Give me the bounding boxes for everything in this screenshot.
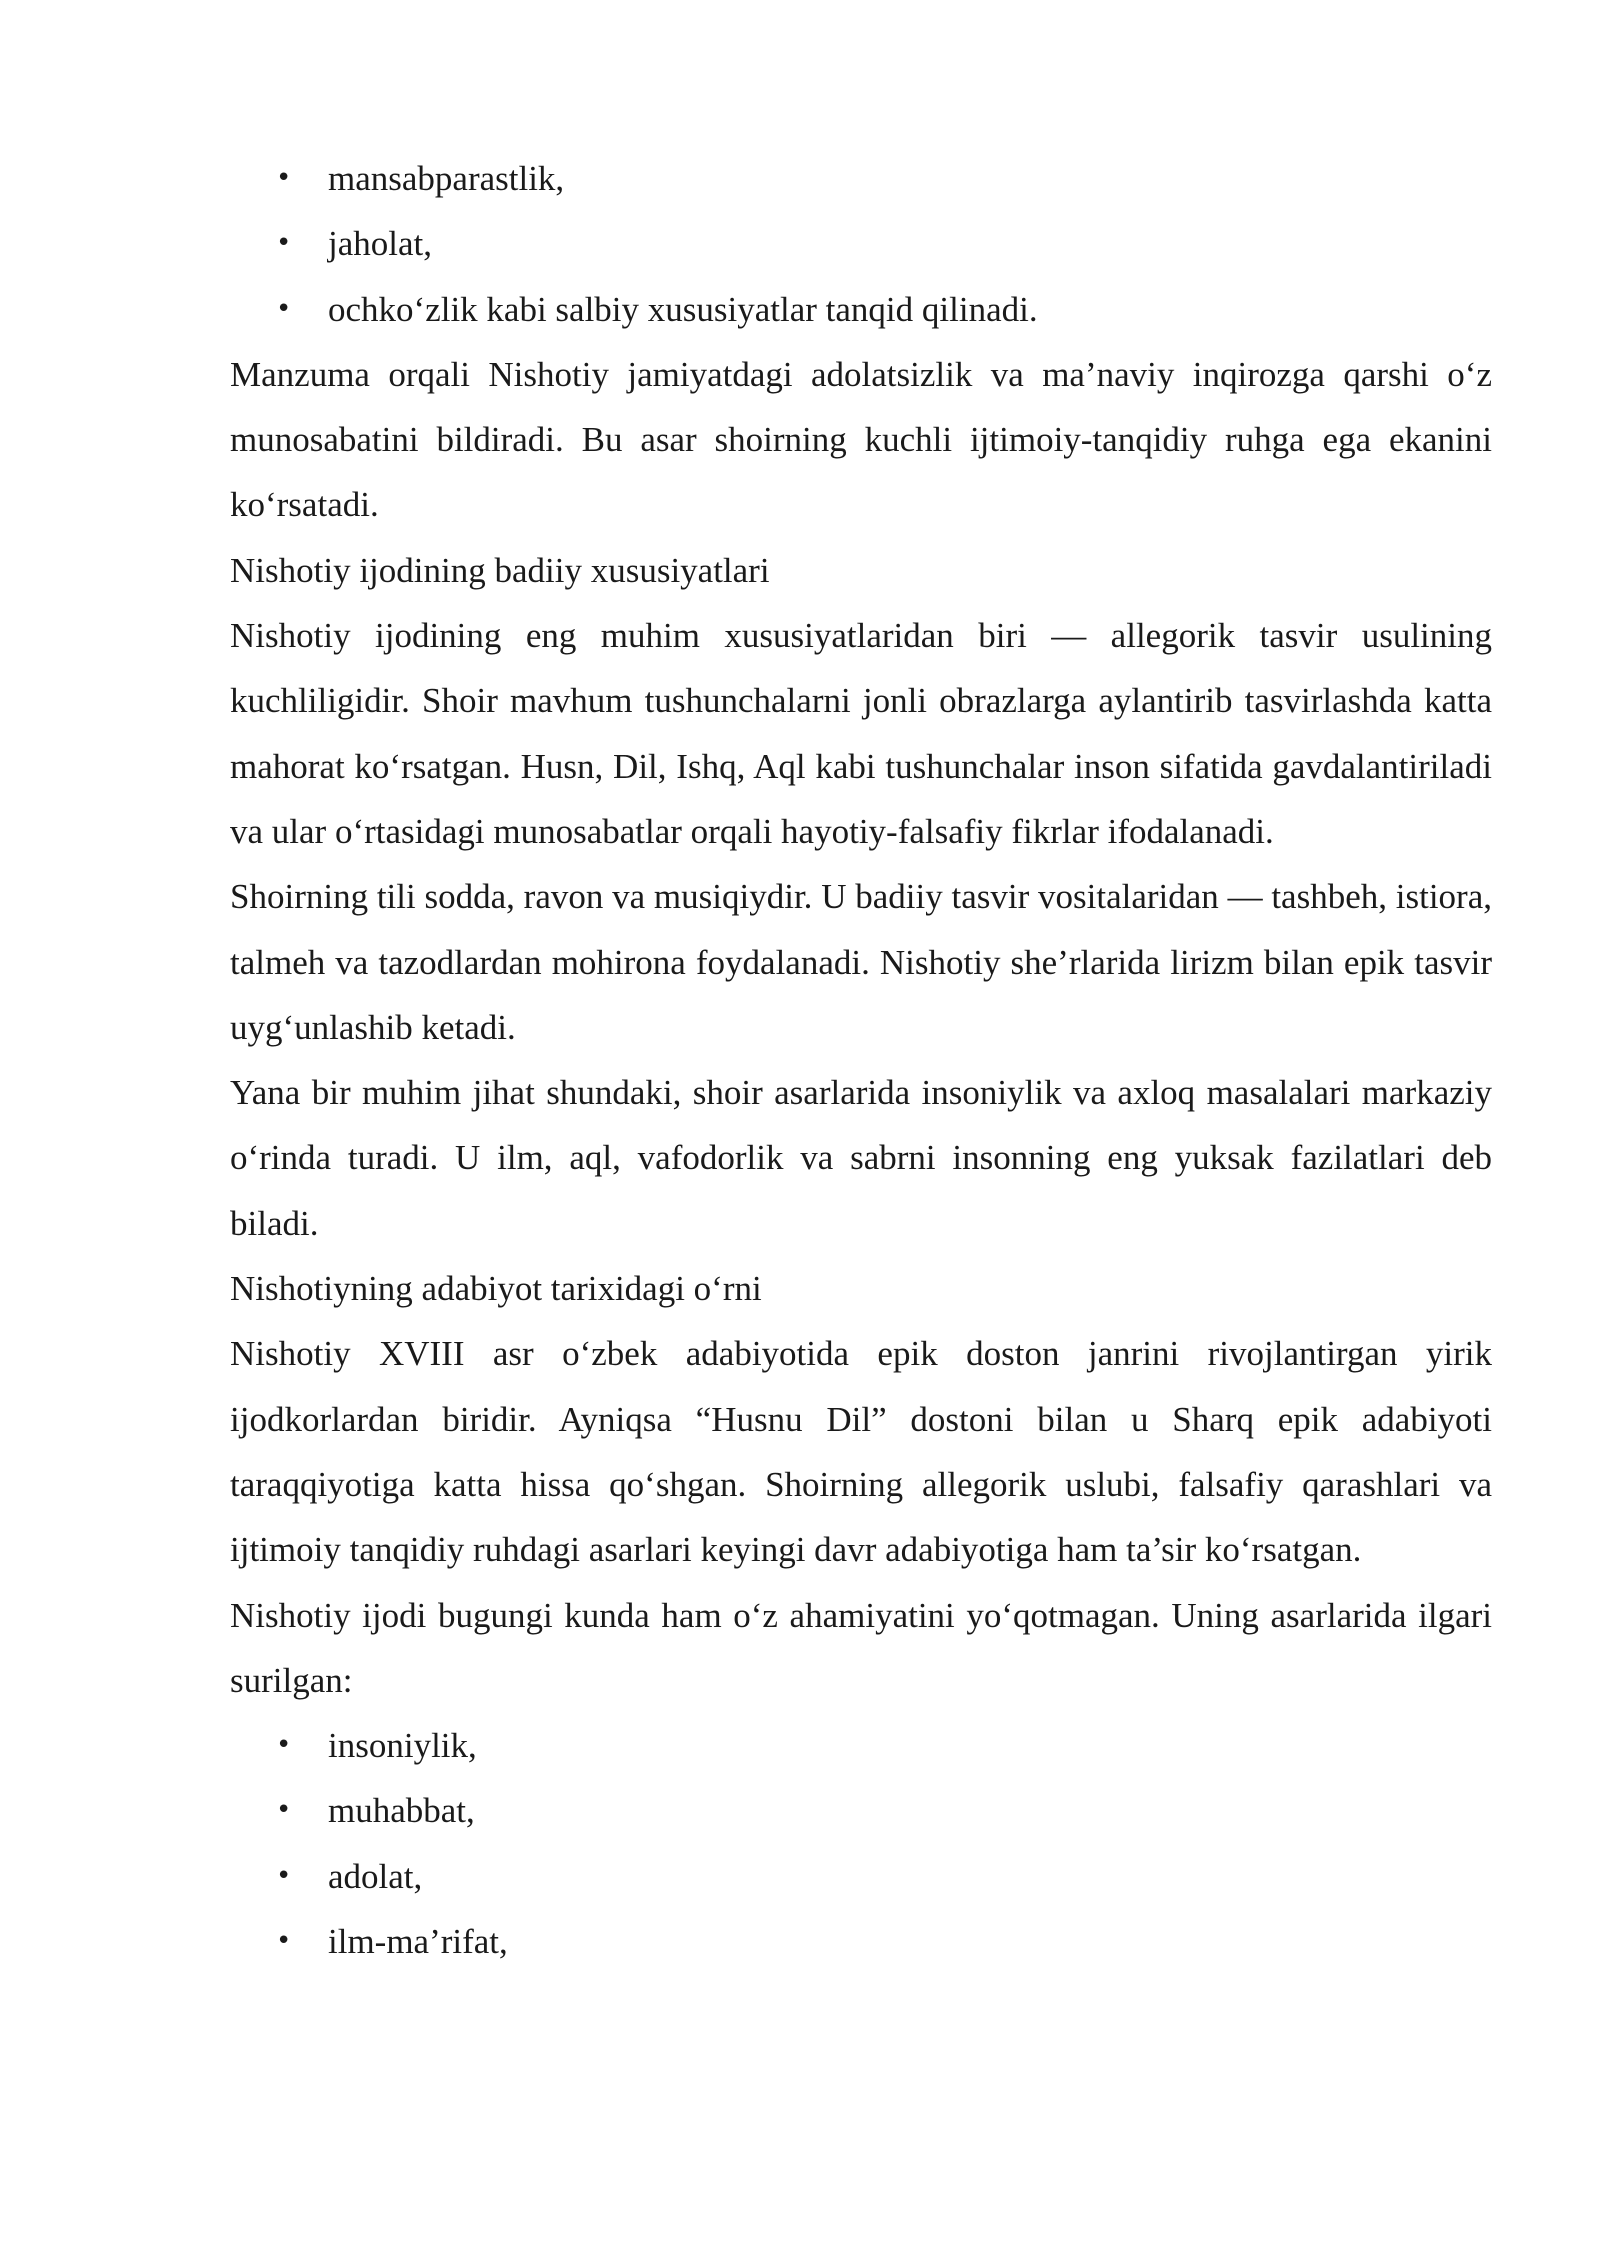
paragraph-til: Shoirning tili sodda, ravon va musiqiydir. U badiiy tasvir vositalaridan — tashbeh, istiora, talmeh va tazodlardan mohirona foydalanadi. Nishotiy she’rlarida lirizm bilan epik tasvir uyg‘unlashib ketadi. <box>230 877 1492 1047</box>
section-heading-badiiy: Nishotiy ijodining badiiy xususiyatlari <box>230 550 770 590</box>
section-heading-tarix: Nishotiyning adabiyot tarixidagi o‘rni <box>230 1269 762 1309</box>
paragraph-manzuma: Manzuma orqali Nishotiy jamiyatdagi adolatsizlik va ma’naviy inqirozga qarshi o‘z munosabatini bildiradi. Bu asar shoirning kuchli ijtimoiy-tanqidiy ruhga ega ekanini ko‘rsatadi. <box>230 354 1492 525</box>
paragraph-bugungi: Nishotiy ijodi bugungi kunda ham o‘z ahamiyatini yo‘qotmagan. Uning asarlarida ilgari surilgan: <box>230 1595 1492 1700</box>
paragraph-allegorik: Nishotiy ijodining eng muhim xususiyatlaridan biri — allegorik tasvir usulining kuchliligidir. Shoir mavhum tushunchalarni jonli obrazlarga aylantirib tasvirlashda katta mahorat ko‘rsatgan. Husn, Dil, Ishq, Aql kabi tushunchalar inson sifatida gavdalantiriladi va ular o‘rtasidagi munosabatlar orqali hayotiy-falsafiy fikrlar ifodalanadi. <box>230 616 1492 851</box>
list-item: • mansabparastlik, <box>230 146 1492 211</box>
list-item: • jaholat, <box>230 211 1492 276</box>
list-item: • ilm-ma’rifat, <box>230 1909 1492 1974</box>
list-item: • insoniylik, <box>230 1713 1492 1778</box>
document-page <box>230 146 1492 1974</box>
list-item: • muhabbat, <box>230 1778 1492 1843</box>
list-item: • ochko‘zlik kabi salbiy xususiyatlar tanqid qilinadi. <box>230 277 1492 342</box>
list-item: • adolat, <box>230 1844 1492 1909</box>
bullet-list-bottom <box>230 1713 1492 1974</box>
paragraph-insoniylik: Yana bir muhim jihat shundaki, shoir asarlarida insoniylik va axloq masalalari markaziy o‘rinda turadi. U ilm, aql, vafodorlik va sabrni insonning eng yuksak fazilatlari deb biladi. <box>230 1073 1492 1243</box>
paragraph-doston: Nishotiy XVIII asr o‘zbek adabiyotida epik doston janrini rivojlantirgan yirik ijodkorlardan biridir. Ayniqsa “Husnu Dil” dostoni bilan u Sharq epik adabiyoti taraqqiyotiga katta hissa qo‘shgan. Shoirning allegorik uslubi, falsafiy qarashlari va ijtimoiy tanqidiy ruhdagi asarlari keyingi davr adabiyotiga ham ta’sir ko‘rsatgan. <box>230 1334 1492 1570</box>
bullet-list-top <box>230 146 1492 342</box>
